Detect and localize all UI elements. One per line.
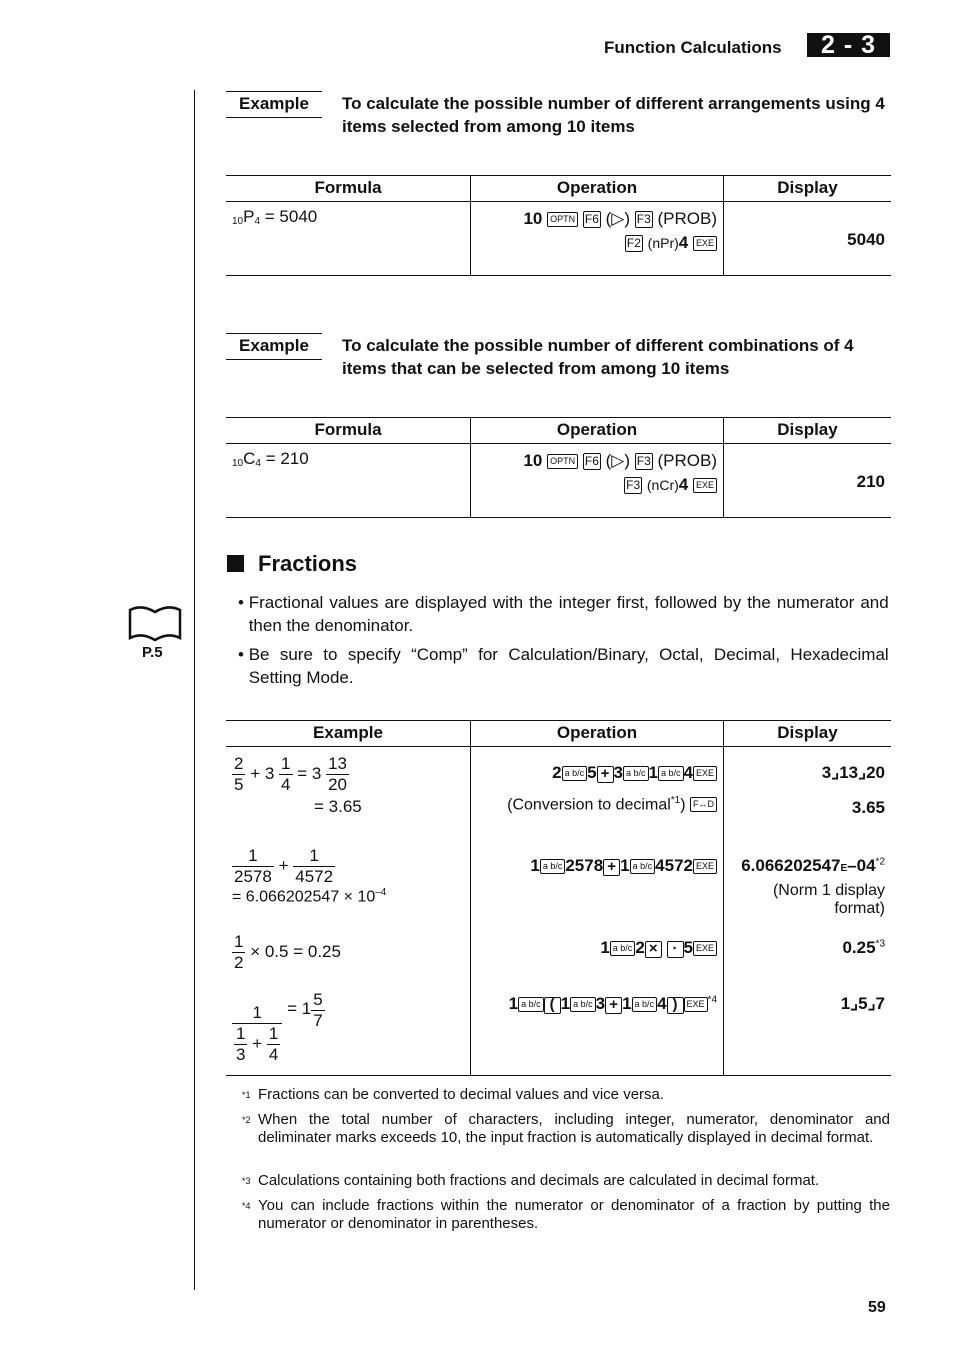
- fraction-key: a b/c: [610, 941, 636, 956]
- operation-cell: 2 a b/c 5 + 3 a b/c 1 a b/c 4 EXE (Conversion to decimal$^{*1}$) F↔D: [471, 747, 724, 842]
- example-title: To calculate the possible number of different combinations of 4 items that can be selected from among 10 items: [342, 336, 854, 378]
- times-key: ×: [645, 941, 662, 958]
- col-header: Formula: [226, 176, 471, 202]
- plus-key: +: [603, 859, 620, 876]
- example2-table: [226, 417, 891, 518]
- section-number-badge: 2 - 3: [807, 33, 890, 57]
- close-paren-key: ): [667, 997, 684, 1014]
- margin-rule: [194, 90, 195, 1290]
- operation-cell: 1 a b/c 2578 + 1 a b/c 4572 EXE: [471, 842, 724, 932]
- exe-key: EXE: [693, 941, 717, 956]
- example-label: Example: [226, 91, 322, 118]
- fractions-table: [226, 720, 891, 1076]
- f3-key: F3: [636, 454, 651, 468]
- fraction-key: a b/c: [632, 997, 658, 1012]
- operation-cell: 10 OPTN F6 (▷) F3 (PROB) F2 (nPr)4 EXE: [471, 202, 724, 276]
- section-heading: Fractions: [258, 551, 358, 576]
- fraction-key: a b/c: [518, 997, 544, 1012]
- col-header: Display: [724, 721, 892, 747]
- fraction-key: a b/c: [630, 859, 656, 874]
- section-title: Function Calculations: [604, 38, 782, 57]
- optn-key: OPTN: [547, 454, 578, 469]
- example-cell: $\frac{1}{2}$ × 0.5 = 0.25: [234, 931, 341, 972]
- fraction-decimal-key: F↔D: [690, 797, 717, 812]
- f3-key: F3: [636, 212, 651, 226]
- fraction-key: a b/c: [623, 766, 649, 781]
- display-cell: 1⌟5⌟7: [724, 988, 892, 1076]
- f6-key: F6: [584, 212, 599, 226]
- col-header: Operation: [471, 721, 724, 747]
- col-header: Display: [724, 176, 892, 202]
- example-cell: $\frac{1}{2578}$ + $\frac{1}{4572}$ = $6.066202547 \times 10^{-4}$: [232, 845, 387, 905]
- page-number: 59: [868, 1299, 886, 1316]
- operation-cell: 1 a b/c ( 1 a b/c 3 + 1 a b/c 4 ) EXE $^{*4}$: [471, 988, 724, 1076]
- display-cell: 5040: [724, 202, 892, 276]
- operation-cell: 10 OPTN F6 (▷) F3 (PROB) F3 (nCr)4 EXE: [471, 444, 724, 518]
- optn-key: OPTN: [547, 212, 578, 227]
- footnote: $^{*2}$ When the total number of characters, including integer, numerator, denominator and deliminater marks exceeds 10, the input fraction is automatically displayed in decimal format.: [242, 1111, 890, 1146]
- exe-key: EXE: [693, 236, 717, 251]
- display-cell: 210: [724, 444, 892, 518]
- exe-key: EXE: [684, 997, 708, 1012]
- example1-table: [226, 175, 891, 276]
- plus-key: +: [605, 997, 622, 1014]
- bullet-item: • Fractional values are displayed with the integer first, followed by the numerator and then the denominator.: [238, 593, 889, 635]
- footnote: $^{*3}$ Calculations containing both fractions and decimals are calculated in decimal format.: [242, 1172, 820, 1189]
- open-book-icon: [128, 604, 182, 642]
- example-cell: 1 $\frac{1}{3}$ + $\frac{1}{4}$ = 1 $\frac{5}{7}$: [226, 988, 471, 1076]
- col-header: Formula: [226, 418, 471, 444]
- footnote: $^{*4}$ You can include fractions within the numerator or denominator of a fraction by putting the numerator or denominator in parentheses.: [242, 1197, 890, 1232]
- f2-key: F2: [626, 236, 641, 250]
- example-title: To calculate the possible number of different arrangements using 4 items selected from among 10 items: [342, 94, 885, 136]
- fraction-key: a b/c: [562, 766, 588, 781]
- display-cell: 3⌟13⌟20 3.65: [821, 763, 885, 817]
- decimal-point-key: ·: [667, 941, 684, 958]
- exe-key: EXE: [693, 766, 717, 781]
- display-cell: 6.066202547E–04$^{*2}$ (Norm 1 display format): [741, 855, 885, 917]
- exe-key: EXE: [693, 859, 717, 874]
- fraction-key: a b/c: [540, 859, 566, 874]
- f3-key: F3: [626, 478, 641, 492]
- footnote: $^{*1}$ Fractions can be converted to decimal values and vice versa.: [242, 1086, 665, 1103]
- bullet-item: • Be sure to specify “Comp” for Calculation/Binary, Octal, Decimal, Hexadecimal Setting Mode.: [238, 645, 889, 687]
- exe-key: EXE: [693, 478, 717, 493]
- formula-cell: $_{10}C_4 = 210$: [226, 444, 471, 518]
- page-reference: P.5: [142, 644, 163, 661]
- open-paren-key: (: [544, 997, 561, 1014]
- fraction-key: a b/c: [570, 997, 596, 1012]
- section-marker: [227, 555, 244, 572]
- formula-cell: $_{10}P_4 = 5040$: [226, 202, 471, 276]
- example-label: Example: [226, 333, 322, 360]
- col-header: Operation: [471, 418, 724, 444]
- f6-key: F6: [584, 454, 599, 468]
- example-cell: $\frac{2}{5}$ + 3 $\frac{1}{4}$ = 3 $\frac{13}{20}$ = 3.65: [234, 754, 362, 816]
- display-cell: 0.25$^{*3}$: [842, 937, 885, 957]
- fraction-key: a b/c: [658, 766, 684, 781]
- operation-cell: 1 a b/c 2 × · 5 EXE: [471, 932, 724, 988]
- col-header: Operation: [471, 176, 724, 202]
- col-header: Example: [226, 721, 471, 747]
- plus-key: +: [597, 766, 614, 783]
- col-header: Display: [724, 418, 892, 444]
